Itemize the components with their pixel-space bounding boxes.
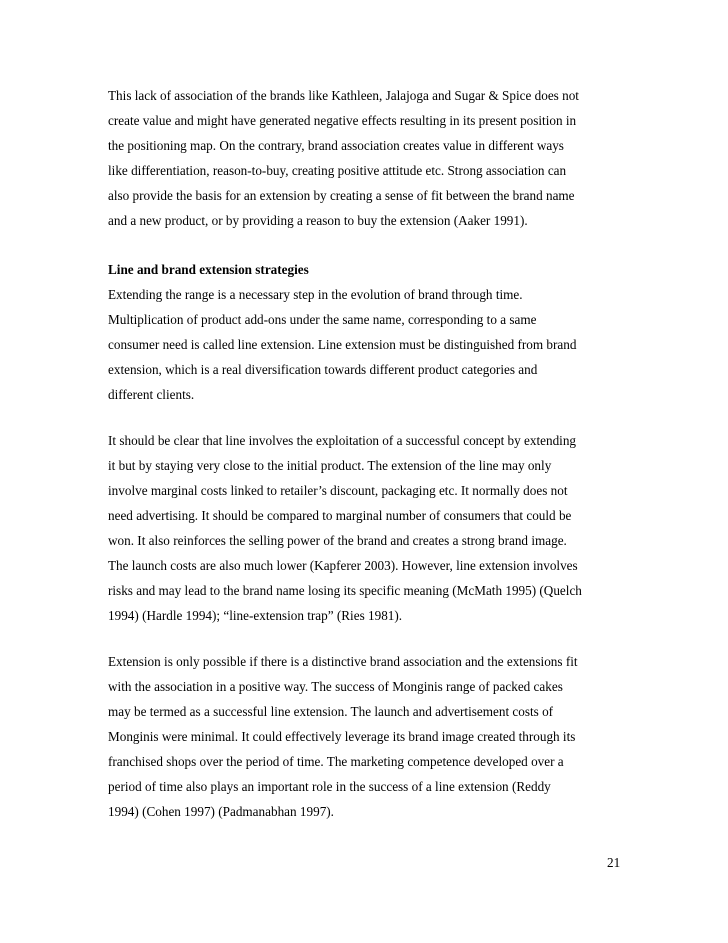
text-line: Extending the range is a necessary step in the evolution of brand through time.: [108, 287, 523, 302]
text-line: Multiplication of product add-ons under the same name, corresponding to a same: [108, 312, 537, 327]
text-line: like differentiation, reason-to-buy, creating positive attitude etc. Strong association can: [108, 163, 567, 178]
text-line: It should be clear that line involves the exploitation of a successful concept by extending: [108, 433, 577, 448]
text-line: create value and might have generated negative effects resulting in its present position in: [108, 113, 577, 128]
text-line: may be termed as a successful line extension. The launch and advertisement costs of: [108, 704, 554, 719]
text-line: also provide the basis for an extension by creating a sense of fit between the brand name: [108, 188, 575, 203]
section-heading: Line and brand extension strategies: [108, 262, 309, 277]
text-line: risks and may lead to the brand name losing its specific meaning (McMath 1995) (Quelch: [108, 583, 582, 598]
text-line: different clients.: [108, 387, 195, 402]
text-line: it but by staying very close to the initial product. The extension of the line may only: [108, 458, 552, 473]
text-line: the positioning map. On the contrary, brand association creates value in different ways: [108, 138, 564, 153]
text-line: won. It also reinforces the selling power of the brand and creates a strong brand image.: [108, 533, 567, 548]
page-number: 21: [607, 855, 621, 870]
text-line: involve marginal costs linked to retailer’s discount, packaging etc. It normally does not: [108, 483, 568, 498]
text-line: The launch costs are also much lower (Kapferer 2003). However, line extension involves: [108, 558, 578, 573]
text-line: franchised shops over the period of time. The marketing competence developed over a: [108, 754, 564, 769]
text-line: 1994) (Hardle 1994); “line-extension trap” (Ries 1981).: [108, 608, 403, 623]
text-line: This lack of association of the brands like Kathleen, Jalajoga and Sugar & Spice does not: [108, 88, 579, 103]
text-line: need advertising. It should be compared to marginal number of consumers that could be: [108, 508, 572, 523]
text-line: Extension is only possible if there is a distinctive brand association and the extensions fit: [108, 654, 578, 669]
text-line: consumer need is called line extension. Line extension must be distinguished from brand: [108, 337, 577, 352]
text-line: extension, which is a real diversification towards different product categories and: [108, 362, 538, 377]
text-line: Monginis were minimal. It could effectively leverage its brand image created through its: [108, 729, 576, 744]
text-line: 1994) (Cohen 1997) (Padmanabhan 1997).: [108, 804, 334, 819]
text-line: with the association in a positive way. The success of Monginis range of packed cakes: [108, 679, 563, 694]
text-line: period of time also plays an important role in the success of a line extension (Reddy: [108, 779, 551, 794]
text-line: and a new product, or by providing a reason to buy the extension (Aaker 1991).: [108, 213, 528, 228]
